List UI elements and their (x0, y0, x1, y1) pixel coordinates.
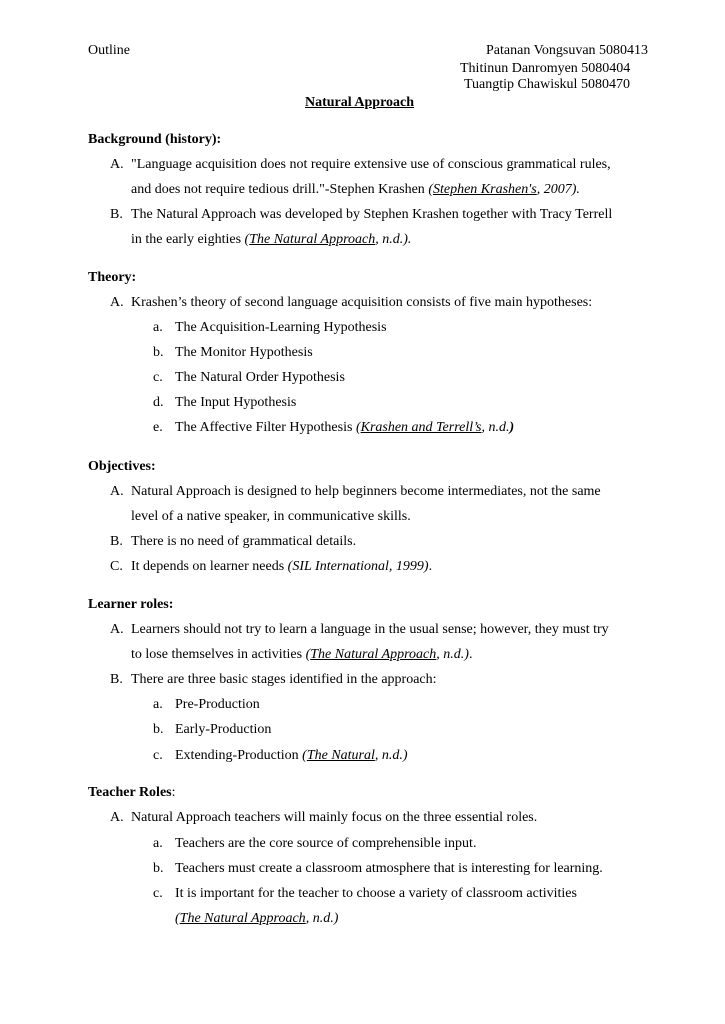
objectives-c-text: It depends on learner needs (SIL International, 1999). (131, 559, 433, 574)
list-item: a. Pre-Production (153, 697, 260, 712)
objectives-a-line1: Natural Approach is designed to help beginners become intermediates, not the same (131, 484, 601, 499)
learner-a-line2: to lose themselves in activities (The Natural Approach, n.d.). (131, 647, 473, 662)
background-a-line1: "Language acquisition does not require extensive use of conscious grammatical rules, (131, 157, 611, 172)
document-title: Natural Approach (305, 95, 415, 110)
author-2: Thitinun Danromyen 5080404 (460, 61, 631, 76)
list-marker: A. (110, 295, 124, 310)
list-marker: B. (110, 672, 123, 687)
objectives-a-line2: level of a native speaker, in communicative skills. (131, 509, 411, 524)
theory-heading: Theory: (88, 270, 137, 285)
list-item: b. Early-Production (153, 722, 272, 737)
theory-a-text: Krashen’s theory of second language acquisition consists of five main hypotheses: (131, 295, 593, 310)
background-a-line2 (131, 182, 580, 198)
citation: (The Natural, n.d.) (302, 748, 408, 763)
author-3: Tuangtip Chawiskul 5080470 (464, 77, 630, 92)
citation-title: The Natural Approach (310, 647, 437, 662)
list-item: a. Teachers are the core source of comprehensible input. (153, 836, 477, 851)
list-item: a. The Acquisition-Learning Hypothesis (153, 320, 387, 335)
citation: (The Natural Approach, n.d.) (305, 647, 469, 662)
list-item: b. Teachers must create a classroom atmosphere that is interesting for learning. (153, 861, 603, 876)
citation-title: The Natural (306, 748, 375, 763)
author-1: Patanan Vongsuvan 5080413 (486, 43, 649, 58)
list-item: c. Extending-Production (The Natural, n.d.) (153, 748, 408, 763)
teacher-a-text: Natural Approach teachers will mainly focus on the three essential roles. (131, 810, 538, 825)
list-marker: C. (110, 559, 123, 574)
citation-title: The Natural Approach (249, 232, 376, 247)
learner-heading: Learner roles: (88, 597, 174, 612)
list-marker: B. (110, 534, 123, 549)
objectives-b-text: There is no need of grammatical details. (131, 534, 357, 549)
background-b-line2 (131, 232, 411, 248)
list-item: d. The Input Hypothesis (153, 395, 297, 410)
list-marker: A. (110, 810, 124, 825)
list-item: b. The Monitor Hypothesis (153, 345, 313, 360)
citation: (Krashen and Terrell’s, n.d.) (355, 420, 515, 435)
list-item: e. The Affective Filter Hypothesis (Krashen and Terrell’s, n.d.) (153, 420, 515, 435)
learner-a-line1: Learners should not try to learn a language in the usual sense; however, they must try (131, 622, 609, 637)
list-item: c. It is important for the teacher to choose a variety of classroom activities (153, 886, 577, 901)
teacher-heading: Teacher Roles: (88, 785, 176, 800)
citation-title: Stephen Krashen's (432, 182, 537, 197)
citation: (The Natural Approach, n.d.). (244, 232, 412, 247)
list-marker: B. (110, 207, 123, 222)
citation: (Stephen Krashen's, 2007). (428, 182, 580, 197)
list-marker: A. (110, 484, 124, 499)
background-b-line1: The Natural Approach was developed by Stephen Krashen together with Tracy Terrell (131, 207, 613, 222)
citation-title: Krashen and Terrell’s (360, 420, 482, 435)
background-b-text: in the early eighties (131, 232, 245, 247)
header-outline: Outline (88, 43, 130, 58)
citation-title: The Natural Approach (179, 911, 306, 926)
citation: (The Natural Approach, n.d.) (175, 911, 339, 926)
list-marker: A. (110, 157, 124, 172)
objectives-heading: Objectives: (88, 459, 156, 474)
learner-b-text: There are three basic stages identified in the approach: (131, 672, 437, 687)
background-heading: Background (history): (88, 132, 222, 147)
background-a-text: and does not require tedious drill."-Stephen Krashen (131, 182, 429, 197)
list-item: c. The Natural Order Hypothesis (153, 370, 345, 385)
citation: (SIL International, 1999) (287, 559, 429, 574)
list-marker: A. (110, 622, 124, 637)
